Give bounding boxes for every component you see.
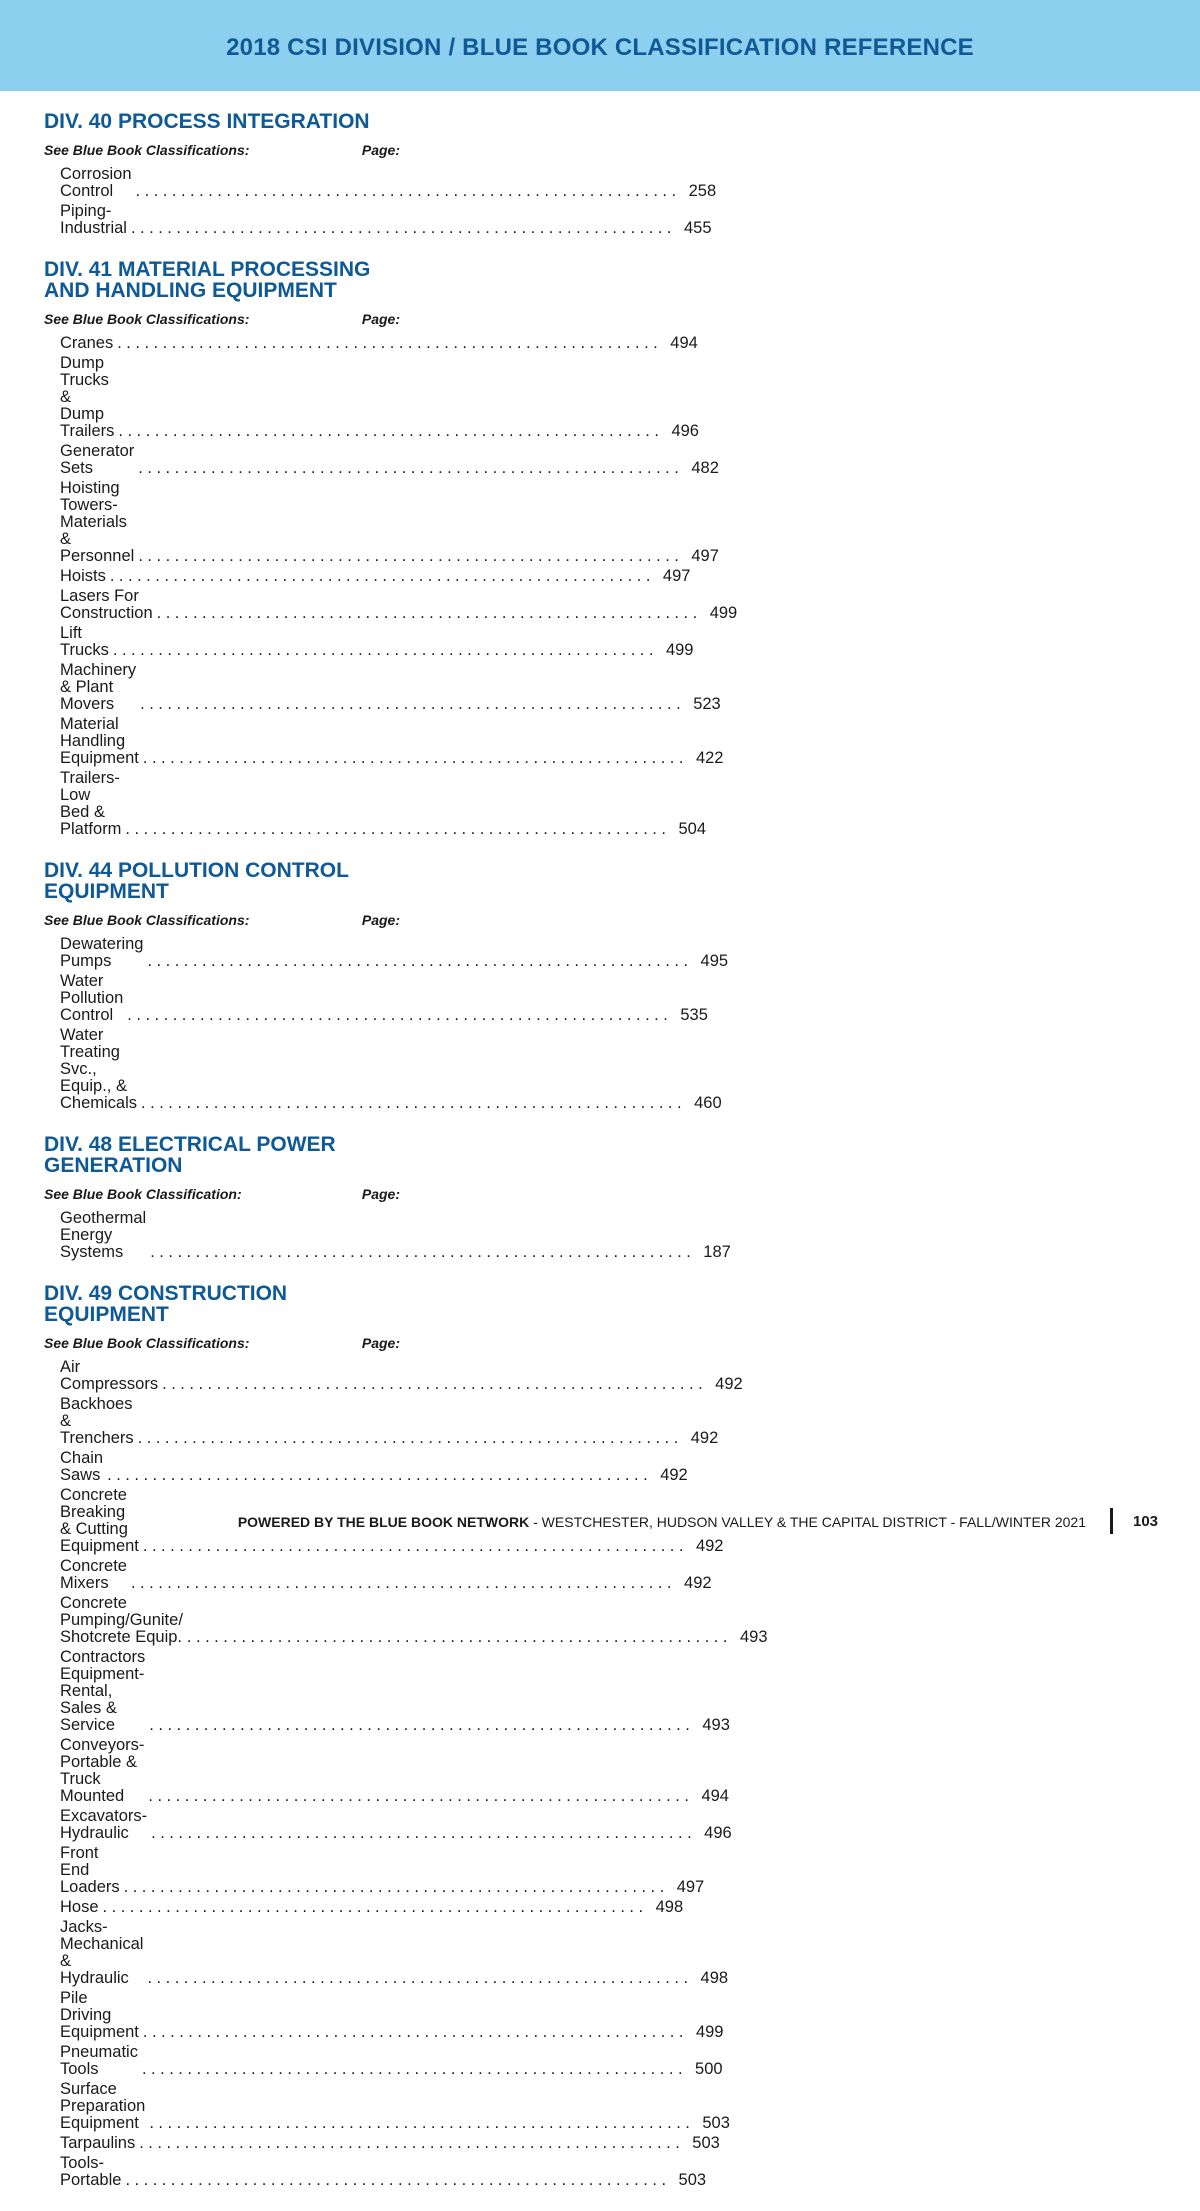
entry-page: 499 xyxy=(695,2023,724,2041)
entry-page: 492 xyxy=(715,1375,743,1393)
classification-subheading xyxy=(44,311,400,327)
entry-name: Corrosion Control xyxy=(60,165,132,200)
page-footer xyxy=(0,1508,1200,1538)
classification-entry xyxy=(44,334,698,354)
entry-page: 503 xyxy=(678,2171,707,2189)
entry-name: Contractors Equipment-Rental, Sales & Service xyxy=(60,1648,146,1734)
classification-entry xyxy=(44,661,721,715)
entry-name: Piping-Industrial xyxy=(60,202,127,237)
page-title: 2018 CSI DIVISION / BLUE BOOK CLASSIFICATION REFERENCE xyxy=(226,33,974,61)
entry-name: Hose xyxy=(60,1898,99,1916)
page-column-label: Page: xyxy=(361,1335,400,1351)
dot-leader: ............................................................ xyxy=(137,1429,683,1447)
subheading-label: See Blue Book Classification: xyxy=(44,1186,242,1202)
subheading-label: See Blue Book Classifications: xyxy=(44,912,250,928)
classification-entry xyxy=(44,2134,720,2154)
classification-entry xyxy=(44,1026,722,1114)
dot-leader: ............................................................ xyxy=(141,2060,688,2078)
entry-page: 493 xyxy=(702,1716,730,1734)
entry-page: 503 xyxy=(702,2114,730,2132)
dot-leader: ............................................................ xyxy=(112,641,658,659)
classification-entry xyxy=(44,769,707,840)
subheading-label: See Blue Book Classifications: xyxy=(44,311,250,327)
dot-leader: ............................................................ xyxy=(125,820,671,838)
page-column-label: Page: xyxy=(361,912,400,928)
classification-entry xyxy=(44,2080,730,2134)
classification-entry xyxy=(44,442,719,479)
classification-entry xyxy=(44,567,691,587)
classification-entry xyxy=(44,624,694,661)
classification-entry xyxy=(44,1209,731,1263)
classification-column xyxy=(44,110,768,2211)
dot-leader: ............................................................ xyxy=(142,2023,688,2041)
dot-leader: ............................................................ xyxy=(142,1537,688,1555)
classification-entry xyxy=(44,1648,730,1736)
subheading-label: See Blue Book Classifications: xyxy=(44,142,250,158)
classification-entry xyxy=(44,1449,688,1486)
division-section xyxy=(44,859,729,1114)
subheading-label: See Blue Book Classifications: xyxy=(44,1335,250,1351)
entry-page: 495 xyxy=(700,952,729,970)
footer-brand: POWERED BY THE BLUE BOOK NETWORK xyxy=(237,1514,530,1530)
entry-page: 535 xyxy=(680,1006,708,1024)
entry-page: 499 xyxy=(665,641,694,659)
entry-page: 460 xyxy=(694,1094,722,1112)
classification-entry xyxy=(44,1736,729,1807)
entry-name: Lasers For Construction xyxy=(60,587,153,622)
classification-entry xyxy=(44,972,708,1026)
classification-subheading xyxy=(44,1335,400,1351)
entry-page: 482 xyxy=(691,459,719,477)
entry-name: Pneumatic Tools xyxy=(60,2043,138,2078)
page-column-label: Page: xyxy=(361,311,400,327)
entry-name: Chain Saws xyxy=(60,1449,104,1484)
entry-name: Geothermal Energy Systems xyxy=(60,1209,147,1261)
classification-entry xyxy=(44,1989,724,2043)
header-banner xyxy=(0,0,1200,91)
entry-name: Air Compressors xyxy=(60,1358,159,1393)
entry-name: Trailers-Low Bed & Platform xyxy=(60,769,122,838)
entry-page: 497 xyxy=(691,547,719,565)
entry-name: Concrete Breaking & Cutting Equipment xyxy=(60,1486,139,1555)
page-column-label: Page: xyxy=(361,142,400,158)
dot-leader: ............................................................ xyxy=(148,1787,694,1805)
entry-page: 503 xyxy=(692,2134,720,2152)
footer-region: - WESTCHESTER, HUDSON VALLEY & THE CAPITAL DISTRICT - FALL/WINTER 2021 xyxy=(529,1514,1086,1530)
classification-entry xyxy=(44,1898,684,1918)
entry-page: 187 xyxy=(703,1243,731,1261)
classification-entry xyxy=(44,1844,705,1898)
entry-name: Generator Sets xyxy=(60,442,135,477)
entry-name: Jacks-Mechanical & Hydraulic xyxy=(60,1918,144,1987)
entry-name: Water Treating Svc., Equip., & Chemicals xyxy=(60,1026,138,1112)
dot-leader: ............................................................ xyxy=(147,952,693,970)
dot-leader: ............................................................ xyxy=(123,1878,669,1896)
dot-leader: ............................................................ xyxy=(156,604,702,622)
division-title: DIV. 40 PROCESS INTEGRATION xyxy=(44,110,370,133)
dot-leader: ............................................................ xyxy=(130,219,676,237)
entry-name: Lift Trucks xyxy=(60,624,109,659)
entry-page: 498 xyxy=(655,1898,684,1916)
entry-page: 422 xyxy=(695,749,724,767)
entry-page: 492 xyxy=(695,1537,724,1555)
division-title: DIV. 41 MATERIAL PROCESSING AND HANDLING EQUIPMENT xyxy=(44,258,371,302)
entry-name: Front End Loaders xyxy=(60,1844,120,1896)
entry-name: Water Pollution Control xyxy=(60,972,124,1024)
footer-text xyxy=(238,1514,1086,1530)
entry-name: Dump Trucks & Dump Trailers xyxy=(60,354,115,440)
classification-entry xyxy=(44,715,724,769)
entry-page: 492 xyxy=(690,1429,719,1447)
classification-entry xyxy=(44,354,699,442)
entry-page: 499 xyxy=(709,604,738,622)
entry-page: 498 xyxy=(700,1969,729,1987)
entry-name: Conveyors-Portable & Truck Mounted xyxy=(60,1736,145,1805)
entry-page: 494 xyxy=(701,1787,729,1805)
entry-page: 504 xyxy=(678,820,707,838)
classification-entry xyxy=(44,1395,719,1449)
dot-leader: ............................................................ xyxy=(127,1006,673,1024)
classification-entry xyxy=(44,587,738,624)
entry-name: Tarpaulins xyxy=(60,2134,136,2152)
dot-leader: ............................................................ xyxy=(151,1824,697,1842)
entry-name: Excavators-Hydraulic xyxy=(60,1807,148,1842)
classification-entry xyxy=(44,2043,723,2080)
division-section xyxy=(44,258,738,840)
entry-page: 455 xyxy=(684,219,712,237)
dot-leader: ............................................................ xyxy=(140,695,686,713)
dot-leader: ............................................................ xyxy=(139,2134,685,2152)
entry-name: Hoisting Towers-Materials & Personnel xyxy=(60,479,135,565)
dot-leader: ............................................................ xyxy=(149,1716,695,1734)
entry-name: Surface Preparation Equipment xyxy=(60,2080,146,2132)
entry-name: Hoists xyxy=(60,567,106,585)
footer-divider xyxy=(1110,1508,1113,1534)
dot-leader: ............................................................ xyxy=(125,2171,671,2189)
dot-leader: ............................................................ xyxy=(141,1094,687,1112)
dot-leader: ............................................................ xyxy=(118,422,664,440)
entry-name: Material Handling Equipment xyxy=(60,715,139,767)
entry-page: 500 xyxy=(695,2060,723,2078)
dot-leader: ............................................................ xyxy=(109,567,655,585)
entry-page: 523 xyxy=(693,695,721,713)
entry-name: Dewatering Pumps xyxy=(60,935,144,970)
classification-entry xyxy=(44,165,717,202)
entry-page: 494 xyxy=(670,334,698,352)
entry-name: Machinery & Plant Movers xyxy=(60,661,137,713)
dot-leader: ............................................................ xyxy=(138,459,684,477)
dot-leader: ............................................................ xyxy=(135,182,681,200)
entry-page: 493 xyxy=(739,1628,768,1646)
entry-page: 496 xyxy=(671,422,699,440)
division-section xyxy=(44,110,717,239)
entry-name: Backhoes & Trenchers xyxy=(60,1395,134,1447)
classification-entry xyxy=(44,935,729,972)
page-number: 103 xyxy=(1133,1513,1159,1530)
classification-subheading xyxy=(44,912,400,928)
division-title: DIV. 44 POLLUTION CONTROL EQUIPMENT xyxy=(44,859,349,903)
entry-name: Pile Driving Equipment xyxy=(60,1989,139,2041)
dot-leader: ............................................................ xyxy=(147,1969,693,1987)
dot-leader: ............................................................ xyxy=(117,334,663,352)
classification-entry xyxy=(44,202,712,239)
entry-name: Tools-Portable xyxy=(60,2154,122,2189)
classification-subheading xyxy=(44,1186,400,1202)
classification-entry xyxy=(44,1358,743,1395)
classification-entry xyxy=(44,2154,707,2191)
classification-entry xyxy=(44,1918,729,1989)
entry-name: Concrete Mixers xyxy=(60,1557,127,1592)
classification-entry xyxy=(44,1594,768,1648)
entry-page: 496 xyxy=(704,1824,732,1842)
entry-page: 492 xyxy=(684,1574,712,1592)
entry-page: 497 xyxy=(676,1878,705,1896)
dot-leader: ............................................................ xyxy=(130,1574,677,1592)
dot-leader: ............................................................ xyxy=(149,2114,695,2132)
dot-leader: ............................................................ xyxy=(186,1628,732,1646)
division-section xyxy=(44,1133,731,1263)
division-title: DIV. 49 CONSTRUCTION EQUIPMENT xyxy=(44,1282,288,1326)
dot-leader: ............................................................ xyxy=(150,1243,696,1261)
dot-leader: ............................................................ xyxy=(102,1898,648,1916)
dot-leader: ............................................................ xyxy=(142,749,688,767)
entry-page: 492 xyxy=(660,1466,688,1484)
entry-name: Concrete Pumping/Gunite/ Shotcrete Equip. xyxy=(60,1594,183,1646)
classification-subheading xyxy=(44,142,400,158)
dot-leader: ............................................................ xyxy=(107,1466,653,1484)
division-section xyxy=(44,1282,768,2191)
entry-name: Cranes xyxy=(60,334,114,352)
classification-entry xyxy=(44,1557,712,1594)
page-column-label: Page: xyxy=(361,1186,400,1202)
classification-entry xyxy=(44,1807,732,1844)
dot-leader: ............................................................ xyxy=(162,1375,708,1393)
classification-entry xyxy=(44,479,719,567)
entry-page: 497 xyxy=(662,567,691,585)
division-title: DIV. 48 ELECTRICAL POWER GENERATION xyxy=(44,1133,336,1177)
entry-page: 258 xyxy=(688,182,717,200)
dot-leader: ............................................................ xyxy=(138,547,684,565)
